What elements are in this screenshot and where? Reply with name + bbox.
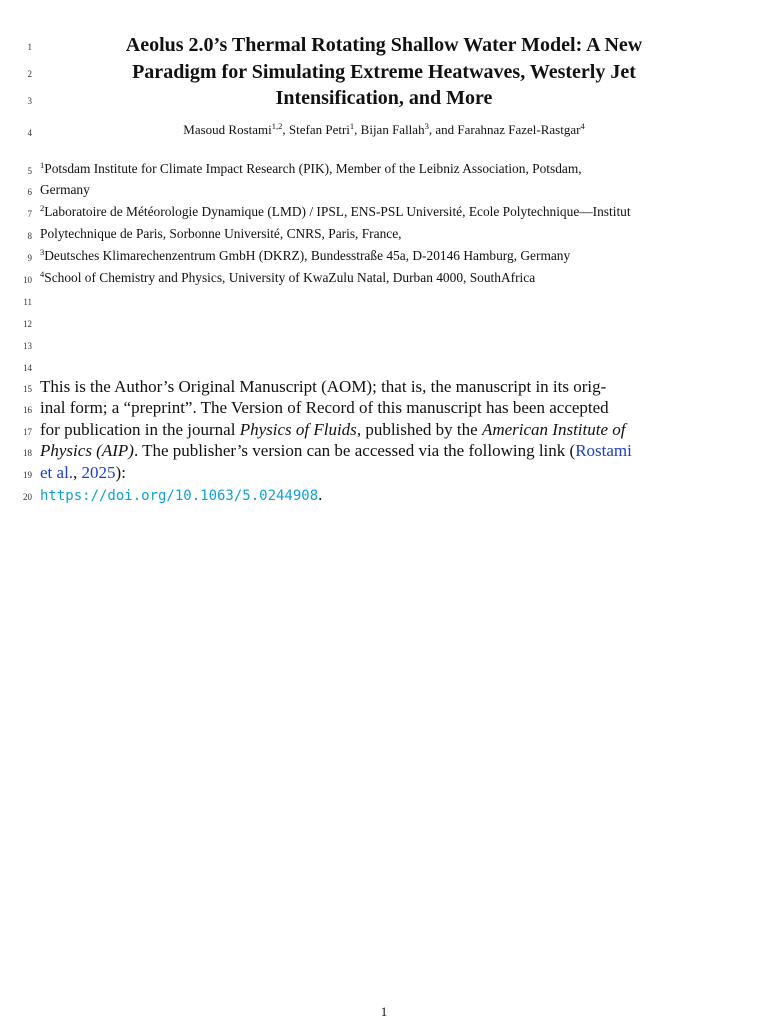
affiliation-text: Germany [40,182,90,197]
doi-link[interactable]: https://doi.org/10.1063/5.0244908 [40,488,319,504]
author-affiliation-mark: 1,2 [271,121,283,131]
author-affiliation-mark: 4 [580,121,585,131]
line-number-6: 6 [27,187,32,197]
citation-link[interactable]: et al. [40,463,74,482]
line-number-20: 20 [23,492,32,502]
line-number-11: 11 [23,297,32,307]
paper-title [40,32,728,112]
line-number-8: 8 [27,231,32,241]
line-number-13: 13 [23,341,32,351]
affiliation-mark: 2 [40,203,45,213]
line-number-14: 14 [23,363,32,373]
line-number-5: 5 [27,166,32,176]
title-line-1: Aeolus 2.0’s Thermal Rotating Shallow Water Model: A New [125,34,643,56]
line-number-12: 12 [23,319,32,329]
line-number-9: 9 [27,253,32,263]
line-number-10: 10 [23,275,32,285]
line-number-17: 17 [23,427,32,437]
citation-separator: , [73,463,82,482]
title-line-2: Paradigm for Simulating Extreme Heatwaves, Westerly Jet [132,60,636,83]
notice-text: . The publisher’s version can be accessed via the following link ( [133,441,576,460]
affiliation-text: Laboratoire de Météorologie Dynamique (LMD) / IPSL, ENS-PSL Université, Ecole Polytechnique—Institut [44,204,631,219]
author-affiliation-mark: 3 [424,121,429,131]
author-name: Farahnaz Fazel-Rastgar [457,122,581,137]
page-number: 1 [380,1004,388,1019]
author-list [40,122,728,138]
notice-line-18 [40,441,730,461]
affiliation-2 [40,204,760,220]
notice-text: ): [115,463,126,482]
affiliation-3 [40,248,760,264]
affiliation-4 [40,270,760,286]
line-number-19: 19 [23,470,32,480]
affiliation-1-continued [40,182,760,198]
affiliation-1 [40,161,760,177]
line-number-18: 18 [23,448,32,458]
publisher-name: Physics (AIP) [40,441,134,460]
notice-text: . [318,485,323,504]
affiliation-mark: 3 [40,247,45,257]
affiliation-text: School of Chemistry and Physics, University of KwaZulu Natal, Durban 4000, SouthAfrica [44,270,536,285]
citation-link[interactable]: Rostami [575,441,632,460]
author-separator: , and [428,122,458,137]
line-number-3: 3 [27,96,32,106]
affiliation-text: Polytechnique de Paris, Sorbonne Université, CNRS, Paris, France, [40,226,402,241]
author-name: Bijan Fallah [360,122,425,137]
line-number-2: 2 [27,69,32,79]
notice-text: for publication in the journal [40,420,240,439]
affiliation-text: Potsdam Institute for Climate Impact Research (PIK), Member of the Leibniz Association, Potsdam, [44,161,582,176]
affiliation-2-continued [40,226,760,242]
line-number-7: 7 [27,209,32,219]
title-line-3: Intensification, and More [275,87,493,109]
author-separator: , [354,122,361,137]
author-separator: , [282,122,289,137]
affiliation-mark: 4 [40,269,45,279]
line-number-4: 4 [27,128,32,138]
citation-year-link[interactable]: 2025 [81,463,116,482]
notice-line-15: This is the Author’s Original Manuscript (AOM); that is, the manuscript in its orig- [40,377,607,396]
notice-text: , published by the [356,420,482,439]
author-name: Masoud Rostami [183,122,272,137]
affiliation-mark: 1 [40,160,45,170]
line-number-16: 16 [23,405,32,415]
line-number-1: 1 [27,42,32,52]
line-number-15: 15 [23,384,32,394]
affiliation-text: Deutsches Klimarechenzentrum GmbH (DKRZ), Bundesstraße 45a, D-20146 Hamburg, Germany [44,248,571,263]
notice-line-19 [40,463,730,483]
publisher-name: American Institute of [481,420,626,439]
notice-line-20 [40,485,730,505]
journal-name: Physics of Fluids [239,420,357,439]
notice-line-16: inal form; a “preprint”. The Version of Record of this manuscript has been accepted [40,398,609,417]
author-affiliation-mark: 1 [349,121,355,131]
author-name: Stefan Petri [288,122,350,137]
notice-line-17 [40,420,730,440]
